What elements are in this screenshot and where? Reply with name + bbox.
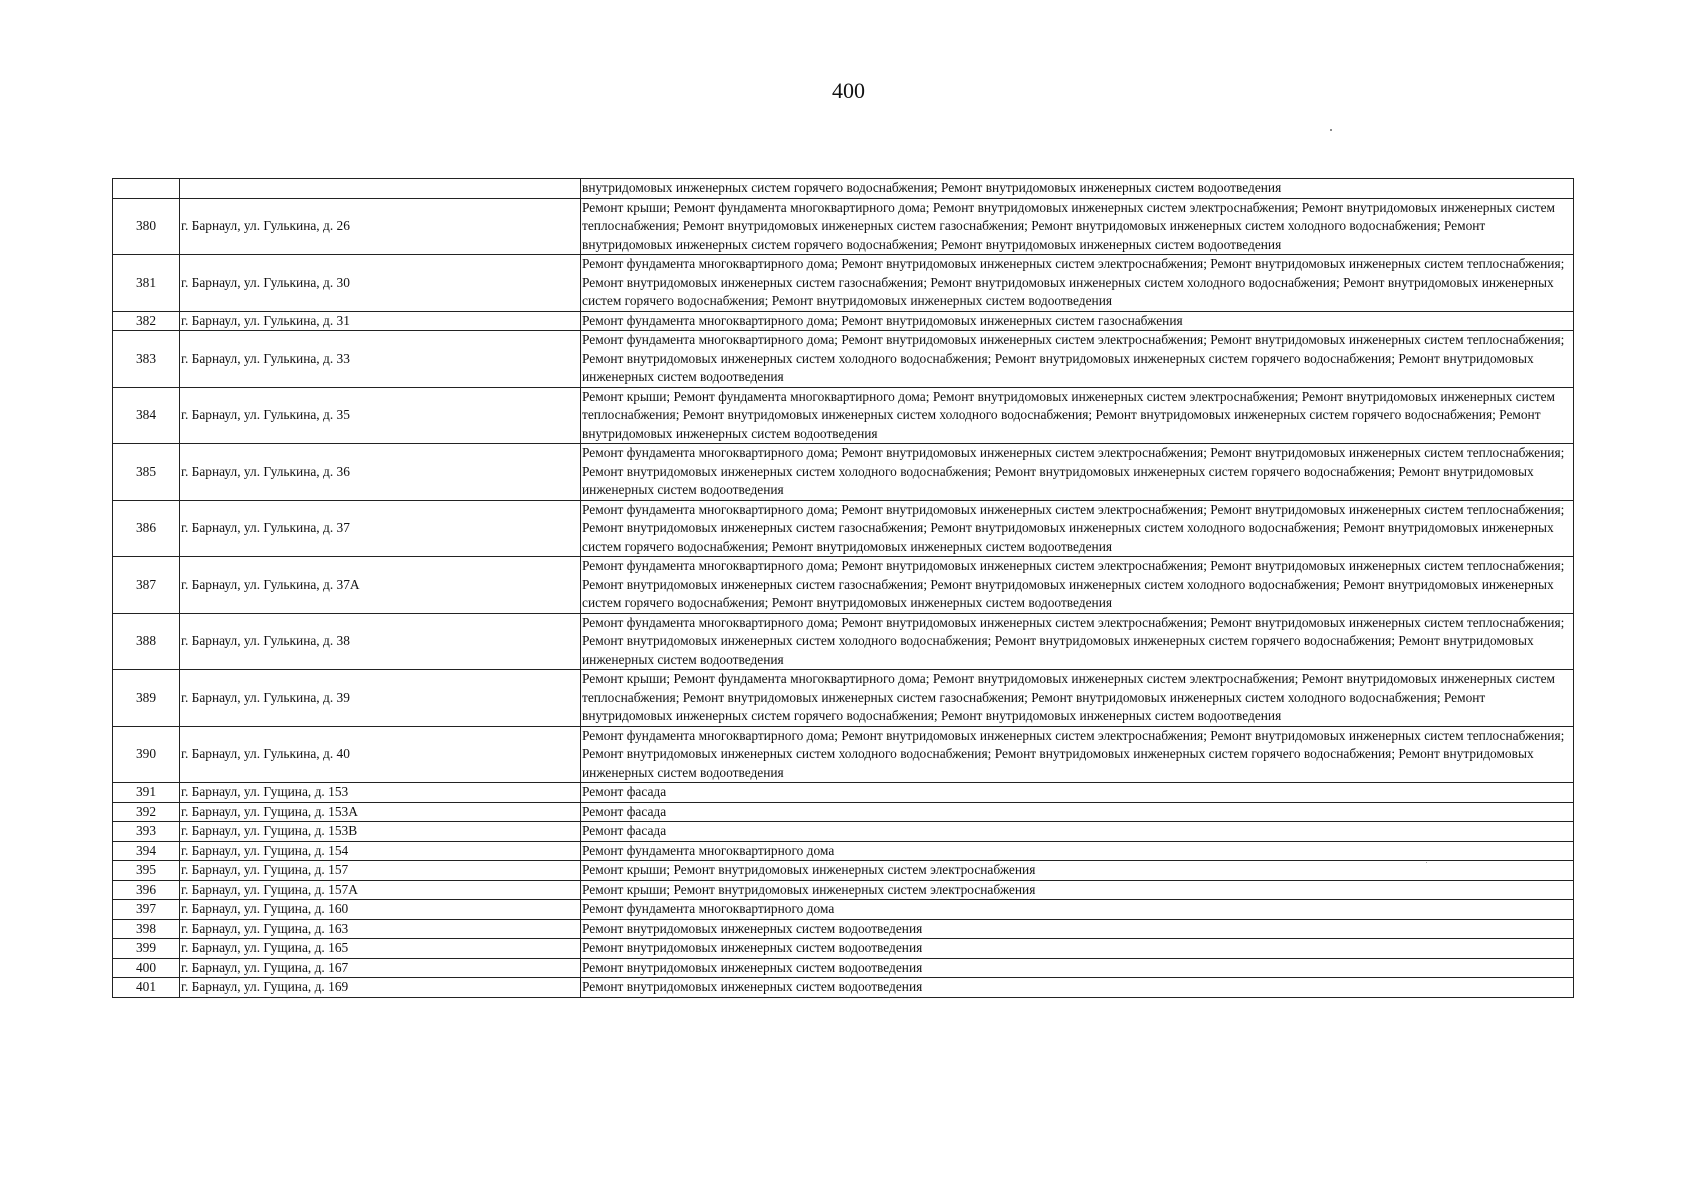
- row-address: г. Барнаул, ул. Гущина, д. 160: [180, 900, 581, 920]
- row-address: г. Барнаул, ул. Гулькина, д. 33: [180, 331, 581, 388]
- row-number: [113, 179, 180, 199]
- row-address: г. Барнаул, ул. Гулькина, д. 40: [180, 726, 581, 783]
- row-number: 395: [113, 861, 180, 881]
- row-works-text: Ремонт крыши; Ремонт фундамента многоквартирного дома; Ремонт внутридомовых инженерных систем электроснабжения; Ремонт внутридомовых инженерных систем теплоснабжения; Ремонт внутридомовых инженерных систем газоснабжения; Ремонт внутридомовых инженерных систем холодного водоснабжения; Ремонт внутридомовых инженерных систем горячего водоснабжения; Ремонт внутридомовых инженерных систем водоотведения: [582, 199, 1556, 252]
- table-row: [113, 387, 1574, 444]
- row-address: г. Барнаул, ул. Гущина, д. 165: [180, 939, 581, 959]
- row-works: [581, 726, 1574, 783]
- row-works: [581, 783, 1574, 803]
- row-address: г. Барнаул, ул. Гущина, д. 154: [180, 841, 581, 861]
- row-address: г. Барнаул, ул. Гулькина, д. 39: [180, 670, 581, 727]
- row-works: [581, 841, 1574, 861]
- table-row: [113, 802, 1574, 822]
- row-works-text: Ремонт фасада: [582, 803, 667, 819]
- row-number: 389: [113, 670, 180, 727]
- row-address: г. Барнаул, ул. Гущина, д. 153А: [180, 802, 581, 822]
- row-works-text: Ремонт внутридомовых инженерных систем водоотведения: [582, 940, 923, 955]
- row-works: [581, 670, 1574, 727]
- table-row: [113, 198, 1574, 255]
- row-works-text: Ремонт фундамента многоквартирного дома; Ремонт внутридомовых инженерных систем электроснабжения; Ремонт внутридомовых инженерных систем теплоснабжения; Ремонт внутридомовых инженерных систем холодного водоснабжения; Ремонт внутридомовых инженерных систем горячего водоснабжения; Ремонт внутридомовых инженерных систем водоотведения: [582, 727, 1565, 780]
- row-address: г. Барнаул, ул. Гулькина, д. 35: [180, 387, 581, 444]
- scan-speck: [1330, 129, 1332, 131]
- row-address: г. Барнаул, ул. Гущина, д. 153: [180, 783, 581, 803]
- row-address: г. Барнаул, ул. Гулькина, д. 30: [180, 255, 581, 312]
- row-works: [581, 500, 1574, 557]
- row-address: [180, 179, 581, 199]
- row-works: [581, 822, 1574, 842]
- row-address: г. Барнаул, ул. Гущина, д. 169: [180, 978, 581, 998]
- table-row: [113, 331, 1574, 388]
- table-row: [113, 919, 1574, 939]
- row-number: 394: [113, 841, 180, 861]
- table-row: [113, 557, 1574, 614]
- row-address: г. Барнаул, ул. Гулькина, д. 36: [180, 444, 581, 501]
- table-row: [113, 255, 1574, 312]
- row-works-text: Ремонт фундамента многоквартирного дома; Ремонт внутридомовых инженерных систем электроснабжения; Ремонт внутридомовых инженерных систем теплоснабжения; Ремонт внутридомовых инженерных систем холодного водоснабжения; Ремонт внутридомовых инженерных систем горячего водоснабжения; Ремонт внутридомовых инженерных систем водоотведения: [582, 614, 1565, 667]
- row-works: [581, 939, 1574, 959]
- row-works: [581, 444, 1574, 501]
- row-number: 388: [113, 613, 180, 670]
- row-works-text: внутридомовых инженерных систем горячего водоснабжения; Ремонт внутридомовых инженерных систем водоотведения: [582, 180, 1282, 195]
- row-works-text: Ремонт крыши; Ремонт внутридомовых инженерных систем электроснабжения: [582, 862, 1036, 877]
- row-works-text: Ремонт фундамента многоквартирного дома; Ремонт внутридомовых инженерных систем электроснабжения; Ремонт внутридомовых инженерных систем теплоснабжения; Ремонт внутридомовых инженерных систем газоснабжения; Ремонт внутридомовых инженерных систем холодного водоснабжения; Ремонт внутридомовых инженерных систем горячего водоснабжения; Ремонт внутридомовых инженерных систем водоотведения: [582, 256, 1565, 308]
- row-works: [581, 880, 1574, 900]
- row-number: 391: [113, 783, 180, 803]
- row-address: г. Барнаул, ул. Гущина, д. 153В: [180, 822, 581, 842]
- row-number: 390: [113, 726, 180, 783]
- row-works-text: Ремонт внутридомовых инженерных систем водоотведения: [582, 959, 923, 975]
- row-number: 400: [113, 958, 180, 978]
- row-works-text: Ремонт фундамента многоквартирного дома; Ремонт внутридомовых инженерных систем электроснабжения; Ремонт внутридомовых инженерных систем теплоснабжения; Ремонт внутридомовых инженерных систем холодного водоснабжения; Ремонт внутридомовых инженерных систем горячего водоснабжения; Ремонт внутридомовых инженерных систем водоотведения: [582, 445, 1565, 497]
- row-works-text: Ремонт фундамента многоквартирного дома: [582, 901, 835, 916]
- row-address: г. Барнаул, ул. Гулькина, д. 37А: [180, 557, 581, 614]
- page-number: 400: [832, 78, 865, 103]
- table-row: [113, 311, 1574, 331]
- row-works-text: Ремонт фундамента многоквартирного дома; Ремонт внутридомовых инженерных систем электроснабжения; Ремонт внутридомовых инженерных систем теплоснабжения; Ремонт внутридомовых инженерных систем холодного водоснабжения; Ремонт внутридомовых инженерных систем горячего водоснабжения; Ремонт внутридомовых инженерных систем водоотведения: [582, 332, 1565, 384]
- row-address: г. Барнаул, ул. Гущина, д. 167: [180, 958, 581, 978]
- row-works-text: Ремонт крыши; Ремонт фундамента многоквартирного дома; Ремонт внутридомовых инженерных систем электроснабжения; Ремонт внутридомовых инженерных систем теплоснабжения; Ремонт внутридомовых инженерных систем холодного водоснабжения; Ремонт внутридомовых инженерных систем горячего водоснабжения; Ремонт внутридомовых инженерных систем водоотведения: [582, 388, 1556, 441]
- row-works-text: Ремонт внутридомовых инженерных систем водоотведения: [582, 979, 923, 994]
- row-address: г. Барнаул, ул. Гулькина, д. 26: [180, 198, 581, 255]
- table-row: [113, 500, 1574, 557]
- table-row: [113, 444, 1574, 501]
- row-works: [581, 179, 1574, 199]
- row-number: 401: [113, 978, 180, 998]
- row-works: [581, 958, 1574, 978]
- row-works: [581, 255, 1574, 312]
- row-number: 380: [113, 198, 180, 255]
- row-address: г. Барнаул, ул. Гущина, д. 163: [180, 919, 581, 939]
- row-address: г. Барнаул, ул. Гулькина, д. 31: [180, 311, 581, 331]
- row-number: 384: [113, 387, 180, 444]
- table-row: [113, 670, 1574, 727]
- row-works: [581, 919, 1574, 939]
- table-row: [113, 900, 1574, 920]
- row-works: [581, 978, 1574, 998]
- row-works: [581, 198, 1574, 255]
- row-works-text: Ремонт фундамента многоквартирного дома; Ремонт внутридомовых инженерных систем газоснабжения: [582, 312, 1183, 328]
- table-row: [113, 613, 1574, 670]
- table-row: [113, 783, 1574, 803]
- row-number: 383: [113, 331, 180, 388]
- row-number: 387: [113, 557, 180, 614]
- row-works-text: Ремонт внутридомовых инженерных систем водоотведения: [582, 920, 923, 936]
- row-works: [581, 331, 1574, 388]
- row-number: 392: [113, 802, 180, 822]
- row-works-text: Ремонт крыши; Ремонт внутридомовых инженерных систем электроснабжения: [582, 881, 1036, 897]
- row-works: [581, 861, 1574, 881]
- row-works: [581, 613, 1574, 670]
- row-works: [581, 311, 1574, 331]
- row-works: [581, 900, 1574, 920]
- row-works-text: Ремонт фундамента многоквартирного дома; Ремонт внутридомовых инженерных систем электроснабжения; Ремонт внутридомовых инженерных систем теплоснабжения; Ремонт внутридомовых инженерных систем газоснабжения; Ремонт внутридомовых инженерных систем холодного водоснабжения; Ремонт внутридомовых инженерных систем горячего водоснабжения; Ремонт внутридомовых инженерных систем водоотведения: [582, 501, 1565, 554]
- table-row: [113, 822, 1574, 842]
- row-number: 398: [113, 919, 180, 939]
- row-address: г. Барнаул, ул. Гущина, д. 157: [180, 861, 581, 881]
- table-row: [113, 841, 1574, 861]
- table-row: [113, 726, 1574, 783]
- row-number: 382: [113, 311, 180, 331]
- row-works-text: Ремонт фасада: [582, 823, 667, 838]
- row-number: 396: [113, 880, 180, 900]
- row-works-text: Ремонт фундамента многоквартирного дома; Ремонт внутридомовых инженерных систем электроснабжения; Ремонт внутридомовых инженерных систем теплоснабжения; Ремонт внутридомовых инженерных систем газоснабжения; Ремонт внутридомовых инженерных систем холодного водоснабжения; Ремонт внутридомовых инженерных систем горячего водоснабжения; Ремонт внутридомовых инженерных систем водоотведения: [582, 558, 1565, 610]
- row-works: [581, 557, 1574, 614]
- row-address: г. Барнаул, ул. Гулькина, д. 37: [180, 500, 581, 557]
- table-row: [113, 939, 1574, 959]
- row-number: 386: [113, 500, 180, 557]
- row-number: 399: [113, 939, 180, 959]
- repair-works-table: [112, 178, 1574, 998]
- row-works: [581, 802, 1574, 822]
- row-number: 397: [113, 900, 180, 920]
- table-row: [113, 978, 1574, 998]
- row-works-text: Ремонт фундамента многоквартирного дома: [582, 842, 835, 858]
- row-works-text: Ремонт крыши; Ремонт фундамента многоквартирного дома; Ремонт внутридомовых инженерных систем электроснабжения; Ремонт внутридомовых инженерных систем теплоснабжения; Ремонт внутридомовых инженерных систем газоснабжения; Ремонт внутридомовых инженерных систем холодного водоснабжения; Ремонт внутридомовых инженерных систем горячего водоснабжения; Ремонт внутридомовых инженерных систем водоотведения: [582, 671, 1556, 723]
- table-row: [113, 958, 1574, 978]
- row-works-text: Ремонт фасада: [582, 784, 667, 799]
- row-number: 381: [113, 255, 180, 312]
- table-row: [113, 861, 1574, 881]
- row-number: 393: [113, 822, 180, 842]
- row-address: г. Барнаул, ул. Гулькина, д. 38: [180, 613, 581, 670]
- row-number: 385: [113, 444, 180, 501]
- row-works: [581, 387, 1574, 444]
- table-row: [113, 880, 1574, 900]
- row-address: г. Барнаул, ул. Гущина, д. 157А: [180, 880, 581, 900]
- table-row: [113, 179, 1574, 199]
